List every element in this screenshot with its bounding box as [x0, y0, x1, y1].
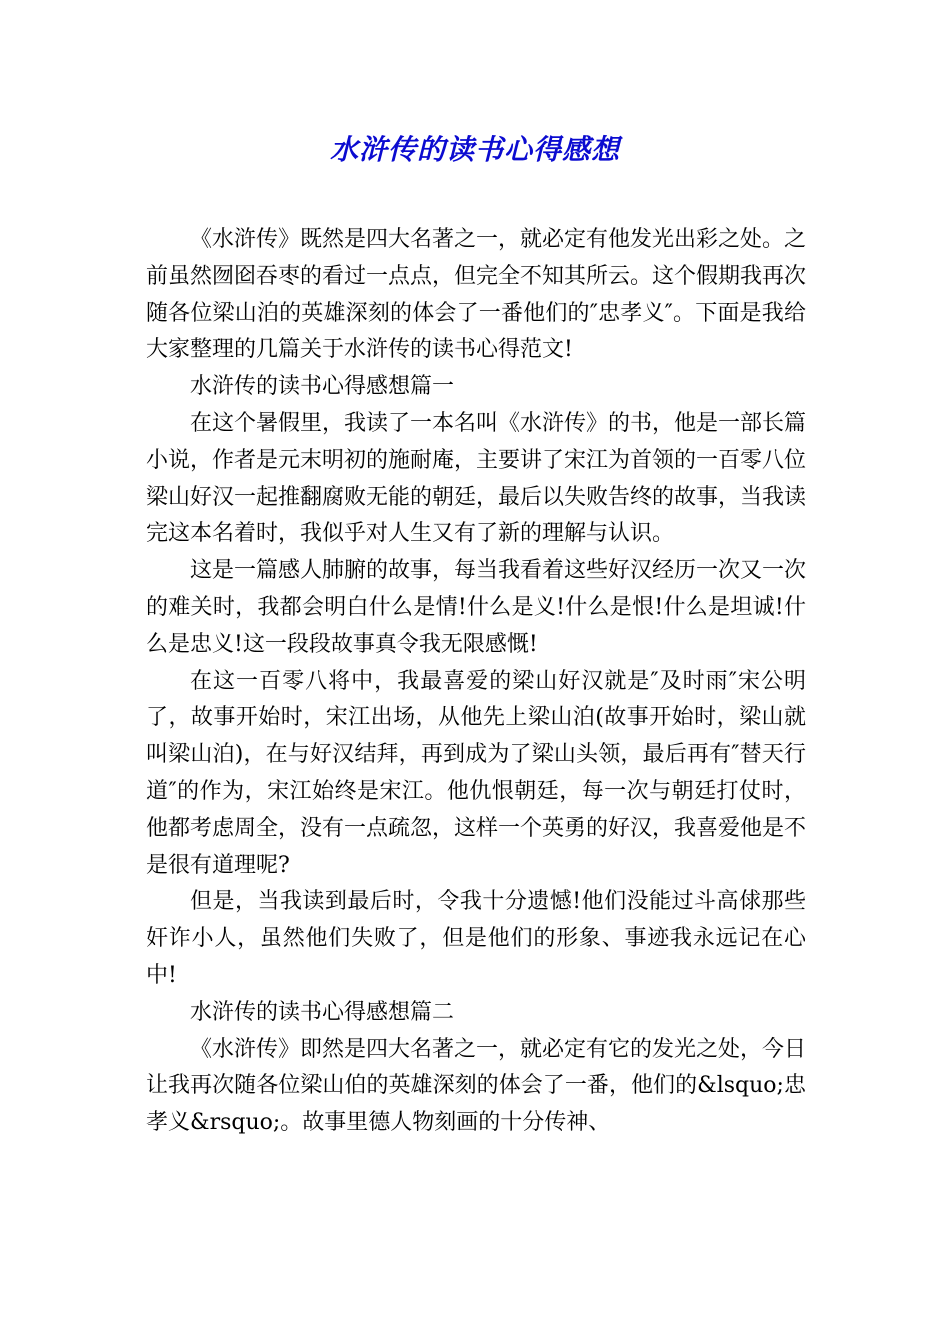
paragraph: 这是一篇感人肺腑的故事，每当我看着这些好汉经历一次又一次的难关时，我都会明白什么是情!什么是义!什么是恨!什么是坦诚!什么是忠义!这一段段故事真令我无限感慨!	[146, 558, 807, 657]
paragraph: 《水浒传》即然是四大名著之一，就必定有它的发光之处，今日让我再次随各位梁山伯的英雄深刻的体会了一番，他们的&lsquo;忠孝义&rsquo;。故事里德人物刻画的十分传神、	[146, 1036, 807, 1136]
document-body	[146, 222, 806, 1142]
paragraph: 在这一百零八将中，我最喜爱的梁山好汉就是″及时雨″宋公明了，故事开始时，宋江出场，从他先上梁山泊(故事开始时，梁山就叫梁山泊)，在与好汉结拜，再到成为了梁山头领，最后再有″替天行道″的作为，宋江始终是宋江。他仇恨朝廷，每一次与朝廷打仗时，他都考虑周全，没有一点疏忽，这样一个英勇的好汉，我喜爱他是不是很有道理呢?	[146, 668, 807, 878]
paragraph: 在这个暑假里，我读了一本名叫《水浒传》的书，他是一部长篇小说，作者是元末明初的施耐庵，主要讲了宋江为首领的一百零八位梁山好汉一起推翻腐败无能的朝廷，最后以失败告终的故事，当我读完这本名着时，我似乎对人生又有了新的理解与认识。	[146, 410, 807, 547]
paragraph: 但是，当我读到最后时，令我十分遗憾!他们没能过斗高俅那些奸诈小人，虽然他们失败了，但是他们的形象、事迹我永远记在心中!	[146, 889, 806, 988]
section-heading-1: 水浒传的读书心得感想篇一	[190, 374, 455, 400]
section-heading-2: 水浒传的读书心得感想篇二	[190, 999, 455, 1025]
document-title: 水浒传的读书心得感想	[329, 133, 620, 166]
paragraph-intro: 《水浒传》既然是四大名著之一，就必定有他发光出彩之处。之前虽然囫囵吞枣的看过一点点，但完全不知其所云。这个假期我再次随各位梁山泊的英雄深刻的体会了一番他们的″忠孝义″。下面是我给大家整理的几篇关于水浒传的读书心得范文!	[146, 227, 807, 363]
